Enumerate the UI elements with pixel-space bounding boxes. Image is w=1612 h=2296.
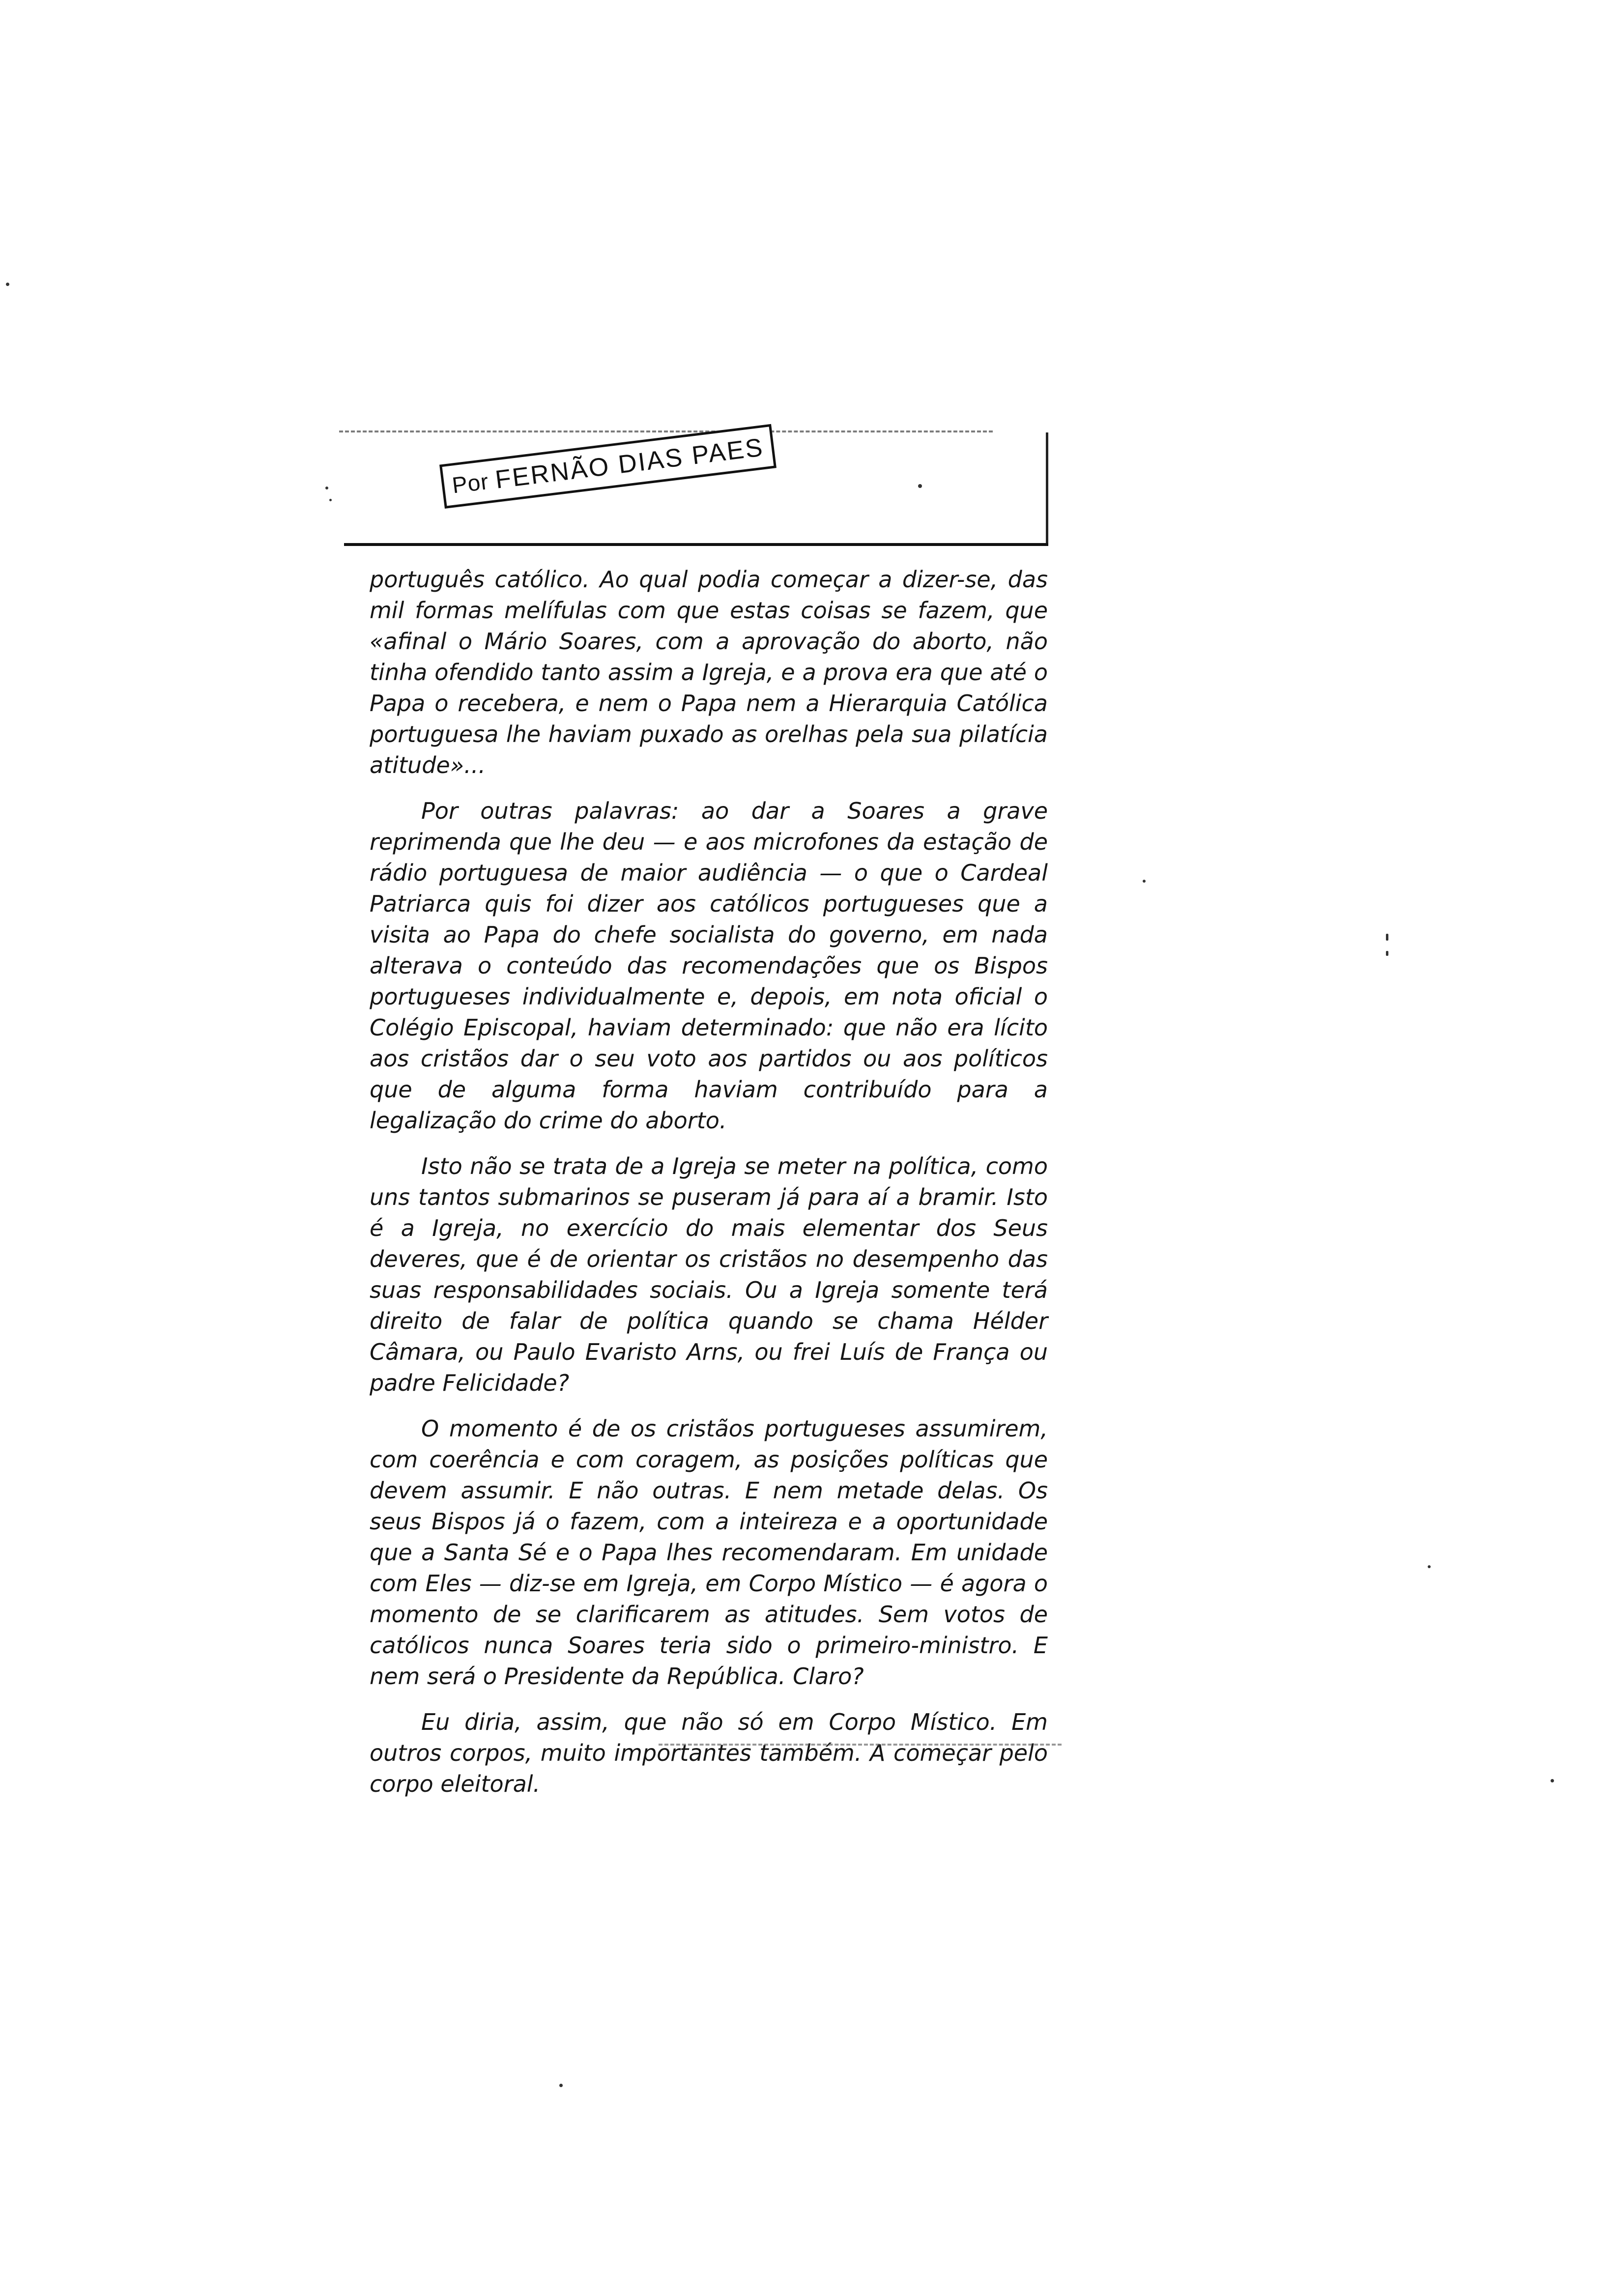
header-top-rule xyxy=(339,430,993,432)
article-paragraph: Por outras palavras: ao dar a Soares a grave reprimenda que lhe deu — e aos microfones da estação de rádio portuguesa de maior audiência — o que o Cardeal Patriarca quis foi dizer aos católicos portugueses que a visita ao Papa do chefe socialista do governo, em nada alterava o conteúdo das recomendações que os Bispos portugueses individualmente e, depois, em nota oficial o Colégio Episcopal, haviam determinado: que não era lícito aos cristãos dar o seu voto aos partidos ou aos políticos que de alguma forma haviam contribuído para a legalização do crime do aborto. xyxy=(370,798,1048,1134)
byline-prefix: Por xyxy=(450,468,490,498)
scan-speck xyxy=(559,2084,563,2087)
footer-rule xyxy=(659,1744,1062,1746)
header-right-rule xyxy=(1046,432,1048,543)
scan-speck xyxy=(329,499,332,501)
scan-speck xyxy=(1386,951,1388,956)
header-bottom-rule xyxy=(344,543,1048,546)
article-paragraph: Eu diria, assim, que não só em Corpo Místico. Em outros corpos, muito importantes também. A começar pelo corpo eleitoral. xyxy=(370,1709,1048,1797)
article-paragraph: O momento é de os cristãos portugueses assumirem, com coerência e com coragem, as posições políticas que devem assumir. E não outras. E nem metade delas. Os seus Bispos já o fazem, com a inteireza e a oportunidade que a Santa Sé e o Papa lhes recomendaram. Em unidade com Eles — diz-se em Igreja, em Corpo Místico — é agora o momento de se clarificarem as atitudes. Sem votos de católicos nunca Soares teria sido o primeiro-ministro. E nem será o Presidente da República. Claro? xyxy=(370,1415,1048,1690)
scan-speck xyxy=(1551,1779,1554,1782)
scan-speck xyxy=(918,484,922,488)
article-paragraph: Isto não se trata de a Igreja se meter na política, como uns tantos submarinos se puseram já para aí a bramir. Isto é a Igreja, no exercício do mais elementar dos Seus deveres, que é de orientar os cristãos no desempenho das suas responsabilidades sociais. Ou a Igreja somente terá direito de falar de política quando se chama Hélder Câmara, ou Paulo Evaristo Arns, ou frei Luís de França ou padre Felicidade? xyxy=(370,1153,1048,1396)
scan-speck xyxy=(6,283,9,286)
article-body xyxy=(370,564,1048,1800)
byline-author: FERNÃO DIAS PAES xyxy=(493,433,766,494)
scan-speck xyxy=(1428,1565,1431,1568)
byline-box xyxy=(439,424,777,509)
article-paragraph: português católico. Ao qual podia começar a dizer-se, das mil formas melífulas com que estas coisas se fazem, que «afinal o Mário Soares, com a aprovação do aborto, não tinha ofendido tanto assim a Igreja, e a prova era que até o Papa o recebera, e nem o Papa nem a Hierarquia Católica portuguesa lhe haviam puxado as orelhas pela sua pilatícia atitude»... xyxy=(370,566,1048,778)
scan-speck xyxy=(325,487,328,489)
scan-speck xyxy=(1143,880,1146,883)
scan-speck xyxy=(1386,934,1388,941)
